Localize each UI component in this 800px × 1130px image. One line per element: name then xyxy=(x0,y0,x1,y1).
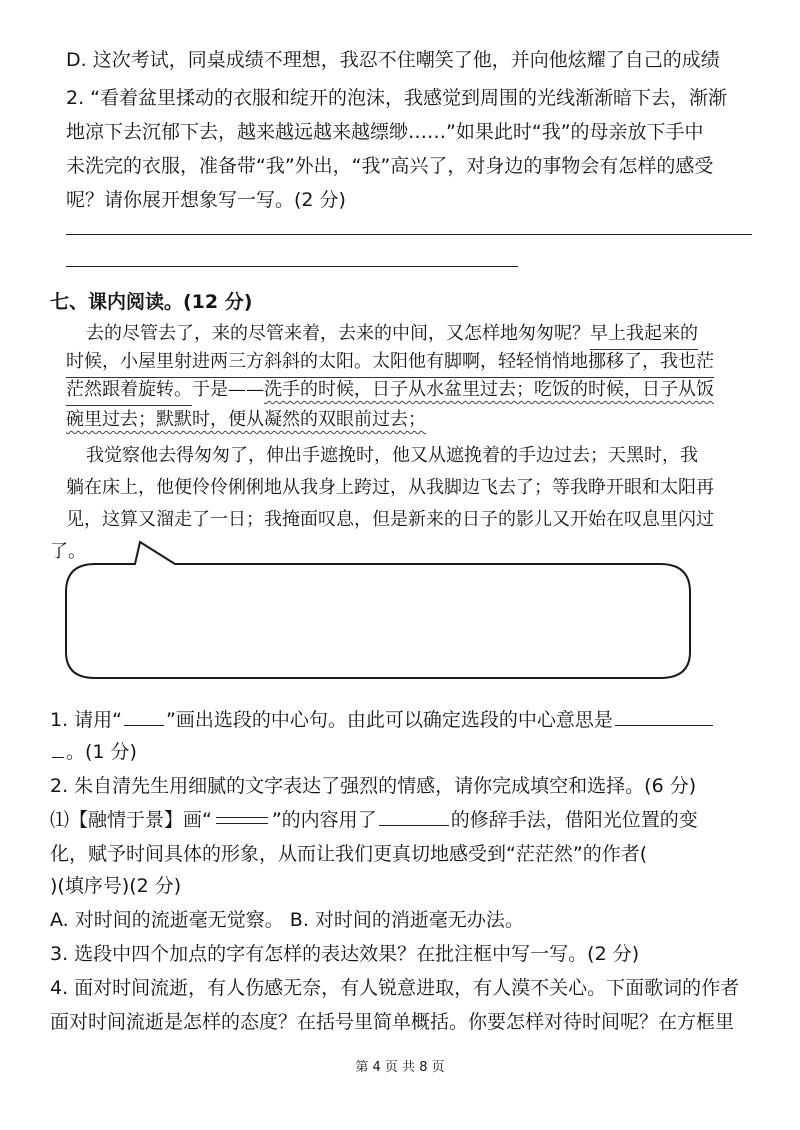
section-title: 七、课内阅读。(12 分) xyxy=(50,291,253,313)
question-4-l2: 面对时间流逝是怎样的态度？在括号里简单概括。你要怎样对待时间呢？在方框里 xyxy=(50,1011,735,1033)
underline-symbol xyxy=(124,724,164,726)
passage-line: 了。 xyxy=(50,541,86,562)
question-2: 2. 朱自清先生用细腻的文字表达了强烈的情感，请你完成填空和选择。(6 分) xyxy=(50,775,697,797)
passage-line: 躺在床上，他便伶伶俐俐地从我身上跨过，从我脚边飞去了；等我睁开眼和太阳再 xyxy=(66,477,714,498)
q1-text: 。(1 分) xyxy=(66,741,137,763)
double-line-segment: 茫然跟着旋转。 xyxy=(66,376,192,404)
passage-line: 见，这算又溜走了一日；我掩面叹息，但是新来的日子的影儿又开始在叹息里闪过 xyxy=(66,509,714,530)
question-2-1-l3: )(填序号)(2 分) xyxy=(50,875,182,897)
choice-options: A. 对时间的流逝毫无觉察。 B. 对时间的消逝毫无办法。 xyxy=(50,909,524,931)
answer-blank[interactable] xyxy=(379,824,449,826)
question-1-cont xyxy=(50,738,137,766)
q1-text: ”画出选段的中心句。由此可以确定选段的中心意思是 xyxy=(166,709,613,731)
q2-prev-line1: 2. “看着盆里揉动的衣服和绽开的泡沫，我感觉到周围的光线渐渐暗下去，渐渐 xyxy=(66,87,728,109)
center-sentence-underline: 早上我起来的 xyxy=(590,320,698,348)
q1-text: 1. 请用“ xyxy=(50,709,123,731)
wavy-underline: 碗里过去；默默时，便从凝然的双眼前过去； xyxy=(66,409,426,430)
q2-prev-line2: 地凉下去沉郁下去，越来越远越来越缥缈……”如果此时“我”的母亲放下手中 xyxy=(66,121,704,143)
question-3: 3. 选段中四个加点的字有怎样的表达效果？在批注框中写一写。(2 分) xyxy=(50,943,640,965)
passage-line: 我觉察他去得匆匆了，伸出手遮挽时，他又从遮挽着的手边过去；天黑时，我 xyxy=(86,445,698,466)
q2-1-text: ⑴【融情于景】画“ xyxy=(50,809,212,831)
double-line-segment: 太阳他有脚啊，轻轻悄悄地挪移了，我也茫 xyxy=(372,348,714,376)
answer-blank[interactable] xyxy=(52,756,64,758)
page-number: 第 4 页 共 8 页 xyxy=(355,1060,445,1075)
question-4-l1: 4. 面对时间流逝，有人伤感无奈，有人锐意进取，有人漠不关心。下面歌词的作者 xyxy=(50,977,740,999)
q2-1-text: 的修辞手法，借阳光位置的变 xyxy=(450,809,698,831)
q2-prev-line4: 呢？请你展开想象写一写。(2 分) xyxy=(66,189,346,211)
passage-text: 去的尽管去了，来的尽管来着，去来的中间，又怎样地匆匆呢？ xyxy=(86,323,590,344)
double-line-segment: 时候，小屋里射进两三方斜斜的太阳。 xyxy=(66,348,372,376)
question-1 xyxy=(50,706,715,734)
double-line-symbol xyxy=(216,817,268,824)
wavy-underline: 洗手的时候，日子从水盆里过去；吃饭的时候，日子从饭 xyxy=(264,379,714,400)
answer-blank[interactable] xyxy=(615,724,713,726)
q2-prev-line3: 未洗完的衣服，准备带“我”外出，“我”高兴了，对身边的事物会有怎样的感受 xyxy=(66,155,714,177)
option-d: D. 这次考试，同桌成绩不理想，我忍不住嘲笑了他，并向他炫耀了自己的成绩 xyxy=(66,49,720,71)
q2-1-text: ”的内容用了 xyxy=(271,809,377,831)
question-2-1 xyxy=(50,806,698,834)
passage-text: 于是—— xyxy=(192,379,264,400)
question-2-1-l2: 化，赋予时间具体的形象，从而让我们更真切地感受到“茫茫然”的作者( xyxy=(50,843,648,865)
